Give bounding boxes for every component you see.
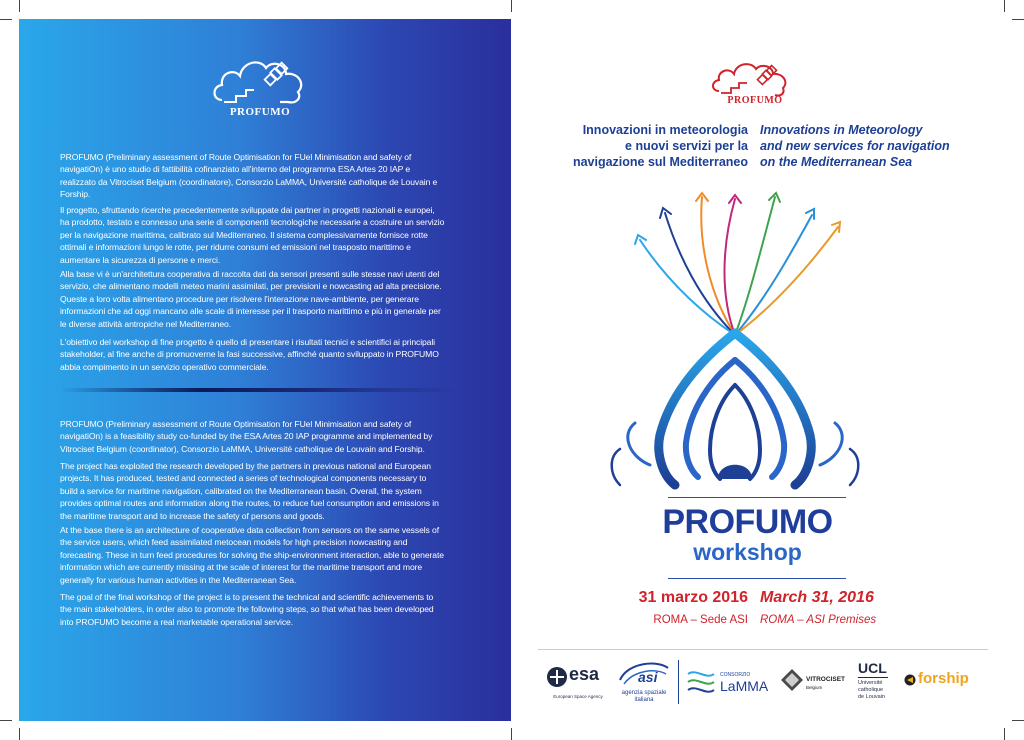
heading-italian-line: e nuovi servizi per la bbox=[625, 139, 748, 153]
asi-caption: agenzia spaziale bbox=[621, 690, 667, 696]
logos-divider bbox=[538, 649, 988, 650]
heading-english-line: and new services for navigation bbox=[760, 139, 950, 153]
profumo-logo-text: PROFUMO bbox=[229, 106, 291, 118]
esa-wordmark: esa bbox=[569, 664, 600, 684]
ucl-sub: Université bbox=[858, 680, 883, 686]
esa-emblem-icon bbox=[546, 666, 568, 688]
ucl-rule bbox=[858, 677, 888, 678]
italian-paragraph-2: Il progetto, sfruttando ricerche precedentemente sviluppate dai partner in progetti nazionali e europei, ha prodotto, testato e connesso una serie di componenti tecnologiche necessarie a costruire un servizio per la navigazione marittima, calibrato sul Mediterraneo. Il sistema complessivamente fornisce rotte ottimali e informazioni lungo le rotte, per ridurre consumi ed emissioni nel trasposto marittimo e aumentare la sicurezza di persone e merci. bbox=[60, 205, 445, 265]
italian-paragraph-3: Alla base vi è un'architettura cooperativa di raccolta dati da sensori presenti sulle stesse navi utenti del servizio, che alimentano modelli meteo marini assimilati, per previsioni e nowcasting ad alta precisione. Queste a loro volta alimentano procedure per risolvere l'interazione nave-ambiente, per generare informazioni che ad oggi mancano alle scale di interesse per il trasporto marittimo e più in generale per le diverse attività antropiche nel Mediterraneo. bbox=[60, 269, 442, 329]
vitrociset-logo bbox=[780, 664, 850, 704]
logo-separator bbox=[678, 660, 679, 704]
english-paragraph-3: At the base there is an architecture of cooperative data collection from sensors on the same vessels of the service users, which feed assimilated metocean models for high precision nowcasting and forecasting. These in turn feed procedures for solving the ship-environment interaction, able to generate information which are currently missing at the scale of interest for the maritime transport and more generally for various human activities in the Mediterranean Sea. bbox=[60, 525, 444, 585]
esa-caption: European Space Agency bbox=[553, 694, 603, 699]
crop-mark bbox=[19, 0, 20, 12]
forship-icon bbox=[904, 673, 916, 687]
crop-mark bbox=[1012, 720, 1024, 721]
heading-italian bbox=[545, 122, 748, 170]
date-italian: 31 marzo 2016 bbox=[638, 589, 748, 606]
heading-english-line: on the Mediterranean Sea bbox=[760, 155, 913, 169]
ucl-sub: de Louvain bbox=[858, 694, 885, 700]
title-rule-top bbox=[668, 497, 846, 498]
ucl-sub: catholique bbox=[858, 687, 884, 693]
crop-mark bbox=[0, 720, 12, 721]
heading-italian-line: Innovazioni in meteorologia bbox=[582, 123, 748, 137]
place-english: ROMA – ASI Premises bbox=[760, 614, 877, 626]
lamma-small-caption: CONSORZIO bbox=[720, 672, 751, 678]
english-paragraph-4: The goal of the final workshop of the project is to present the technical and scientific achievements to the main stakeholders, in order also to promote the following steps, so that what has been developed into PROFUMO become a real marketable operational service. bbox=[60, 592, 434, 627]
partner-logos bbox=[540, 656, 990, 712]
profumo-logo-white bbox=[210, 28, 310, 123]
lamma-waves-icon bbox=[686, 666, 716, 700]
vitrociset-wordmark: VITROCISET bbox=[806, 676, 846, 683]
ucl-wordmark: UCL bbox=[858, 660, 887, 676]
heading-english bbox=[760, 122, 990, 170]
workshop-illustration bbox=[590, 185, 880, 505]
heading-italian-line: navigazione sul Mediterraneo bbox=[572, 155, 748, 169]
lamma-logo bbox=[686, 662, 770, 706]
heading-english-line: Innovations in Meteorology bbox=[760, 123, 923, 137]
esa-logo bbox=[544, 664, 612, 708]
forship-wordmark: forship bbox=[918, 670, 969, 687]
svg-text:asi: asi bbox=[638, 669, 658, 685]
lamma-wordmark: LaMMA bbox=[720, 678, 769, 694]
place-italian: ROMA – Sede ASI bbox=[653, 614, 748, 626]
crop-mark bbox=[511, 0, 512, 12]
english-paragraph-1: PROFUMO (Preliminary assessment of Route Optimisation for FUel Minimisation and safety of navigatiOn) is a feasibility study co-funded by the ESA Artes 20 IAP programme and implemented by Vitrociset Belgium (coordinator), Consorzio LaMMA, Université catholique de Louvain and Forship. bbox=[60, 419, 433, 454]
title-rule-bottom bbox=[668, 578, 846, 579]
ucl-logo bbox=[858, 660, 898, 708]
english-paragraph-2: The project has exploited the research developed by the partners in previous national and European projects. It has produced, tested and connected a series of technological components necessary to build a service for maritime navigation, calibrated on the Mediterranean basin. Overall, the system provides optimal routes and information along the routes, to reduce fuel consumption and emissions in the maritime transport and to increase the safety of persons and goods. bbox=[60, 461, 439, 521]
asi-caption: italiana bbox=[634, 697, 654, 703]
profumo-logo-red bbox=[705, 45, 805, 115]
asi-logo bbox=[616, 658, 672, 710]
crop-mark bbox=[0, 19, 12, 20]
italian-paragraph-1: PROFUMO (Preliminary assessment of Route Optimisation for FUel Minimisation and safety of navigatiOn) è uno studio di fattibilità cofinanziato all'interno del programma ESA Artes 20 IAP e realizzato da Vitrociset Belgium (coordinatore), Consorzio LaMMA, Université catholique de Louvain e Forship. bbox=[60, 152, 438, 200]
vitrociset-diamond-icon bbox=[780, 668, 804, 692]
section-divider bbox=[60, 388, 460, 392]
workshop-title: PROFUMO bbox=[662, 503, 833, 541]
crop-mark bbox=[1012, 19, 1024, 20]
italian-paragraph-4: L'obiettivo del workshop di fine progetto è quello di presentare i risultati tecnici e scientifici ai principali stakeholder, al fine anche di promuoverne la fasi successive, affinché quanto sviluppato in PROFUMO abbia compimento in un servizio operativo commerciale. bbox=[60, 337, 439, 372]
vitrociset-sub: Belgium bbox=[806, 685, 823, 690]
profumo-logo-text: PROFUMO bbox=[727, 95, 783, 106]
asi-swoosh-icon bbox=[618, 658, 670, 688]
crop-mark bbox=[19, 728, 20, 740]
crop-mark bbox=[1004, 728, 1005, 740]
workshop-subtitle: workshop bbox=[693, 539, 802, 565]
date-english: March 31, 2016 bbox=[760, 589, 874, 606]
crop-mark bbox=[511, 728, 512, 740]
crop-mark bbox=[1004, 0, 1005, 12]
forship-logo bbox=[904, 670, 988, 696]
